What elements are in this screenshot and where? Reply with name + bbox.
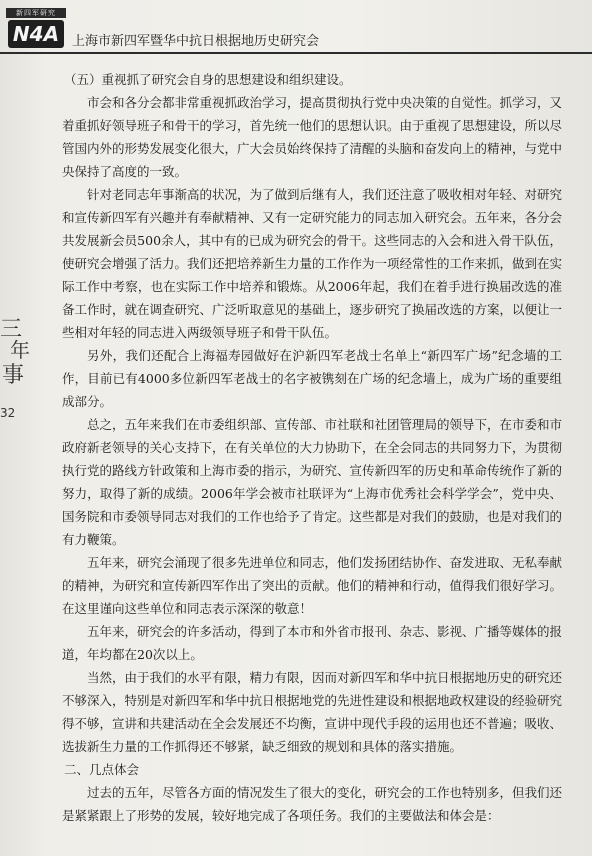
section-heading: 二、几点体会 bbox=[64, 762, 140, 777]
side-mark-char: 年 bbox=[10, 338, 30, 362]
paragraph: 市会和各分会都非常重视抓政治学习，提高贯彻执行党中央决策的自觉性。抓学习，又着重抓好领导班子和骨干的学习，首先统一他们的思想认识。由于重视了思想建设，所以尽管国内外的形势发展变化很大，广大会员始终保持了清醒的头脑和奋发向上的精神，与党中央保持了高度的一致。 bbox=[62, 95, 563, 179]
side-calligraphy-mark bbox=[0, 312, 34, 398]
paragraph: 总之，五年来我们在市委组织部、宣传部、市社联和社团管理局的领导下，在市委和市政府新老领导的关心支持下，在有关单位的大力协助下，在全会同志的共同努力下，为贯彻执行党的路线方针政策和上海市委的指示，为研究、宣传新四军的历史和革命传统作了新的努力，取得了新的成绩。2006年学会被市社联评为“上海市优秀社会科学学会”，党中央、国务院和市委领导同志对我们的工作也给予了肯定。这些都是对我们的鼓励，也是对我们的有力鞭策。 bbox=[62, 417, 563, 547]
logo-tagline: 新四军研究 bbox=[6, 8, 66, 18]
paragraph: 五年来，研究会的许多活动，得到了本市和外省市报刊、杂志、影视、广播等媒体的报道，年均都在20次以上。 bbox=[62, 624, 563, 662]
side-mark-char: 事 bbox=[2, 363, 25, 388]
paragraph: 过去的五年，尽管各方面的情况发生了很大的变化，研究会的工作也特别多，但我们还是紧紧跟上了形势的发展，较好地完成了各项任务。我们的主要做法和体会是： bbox=[62, 785, 563, 823]
header-divider bbox=[0, 52, 592, 54]
paragraph: 当然，由于我们的水平有限，精力有限，因而对新四军和华中抗日根据地历史的研究还不够深入，特别是对新四军和华中抗日根据地党的先进性建设和根据地政权建设的经验研究得不够，宣讲和共建活动在全会发展还不均衡，宣讲中现代手段的运用也还不普遍；吸收、选拔新生力量的工作抓得还不够紧，缺乏细致的规划和具体的落实措施。 bbox=[62, 670, 563, 754]
section-heading: （五）重视抓了研究会自身的思想建设和组织建设。 bbox=[64, 72, 352, 87]
side-mark-char: 三 bbox=[0, 317, 23, 342]
body-text bbox=[62, 68, 562, 827]
paragraph: 五年来，研究会涌现了很多先进单位和同志，他们发扬团结协作、奋发进取、无私奉献的精神，为研究和宣传新四军作出了突出的贡献。他们的精神和行动，值得我们很好学习。在这里谨向这些单位和同志表示深深的敬意！ bbox=[62, 555, 563, 616]
paragraph: 另外，我们还配合上海福寿园做好在沪新四军老战士名单上“新四军广场”纪念墙的工作，目前已有4000多位新四军老战士的名字被镌刻在广场的纪念墙上，成为广场的重要组成部分。 bbox=[62, 348, 562, 409]
page-number: 32 bbox=[0, 406, 16, 420]
running-header-title: 上海市新四军暨华中抗日根据地历史研究会 bbox=[72, 34, 320, 49]
logo-mark: N4A bbox=[8, 20, 64, 48]
paragraph: 针对老同志年事渐高的状况，为了做到后继有人，我们还注意了吸收相对年轻、对研究和宣传新四军有兴趣并有奉献精神、又有一定研究能力的同志加入研究会。五年来，各分会共发展新会员500余人，其中有的已成为研究会的骨干。这些同志的入会和进入骨干队伍，使研究会增强了活力。我们还把培养新生力量的工作作为一项经常性的工作来抓，做到在实际工作中考察，也在实际工作中培养和锻炼。从2006年起，我们在着手进行换届改选的准备工作时，就在调查研究、广泛听取意见的基础上，逐步研究了换届改选的方案，以便让一些相对年轻的同志进入两级领导班子和骨干队伍。 bbox=[62, 187, 563, 340]
n4a-logo bbox=[6, 8, 66, 50]
